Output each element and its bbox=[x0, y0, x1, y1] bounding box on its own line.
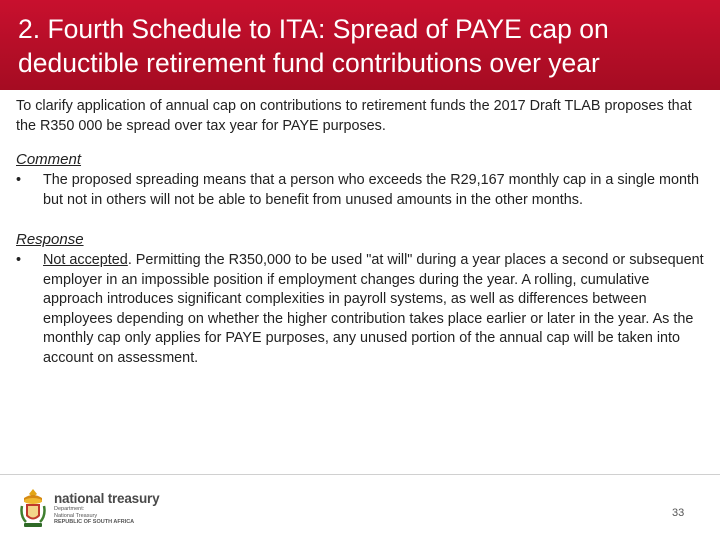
comment-section bbox=[16, 150, 706, 210]
comment-bullet bbox=[16, 171, 706, 210]
national-treasury-logo bbox=[18, 488, 159, 530]
logo-name: national treasury bbox=[54, 491, 160, 507]
logo-department: Department: bbox=[54, 506, 85, 513]
slide-content bbox=[16, 97, 706, 368]
coat-of-arms-icon bbox=[18, 488, 48, 530]
response-lead: Not accepted bbox=[43, 252, 128, 268]
response-heading: Response bbox=[16, 231, 84, 248]
response-text: . Permitting the R350,000 to be used "at will" during a year places a second or subsequent employer in an impossible position if employment changes during the year. A rolling, cumulative approach introduces significant complexities in payroll systems, as well as differences between employees depending on whether the higher contribution takes place earlier or later in the year. As the monthly cap only applies for PAYE purposes, any unused portion of the annual cap will be taken into account on assessment. bbox=[43, 252, 704, 366]
slide-title: 2. Fourth Schedule to ITA: Spread of PAYE cap on deductible retirement fund contributions over year bbox=[18, 14, 609, 78]
comment-heading: Comment bbox=[16, 151, 82, 168]
response-section bbox=[16, 230, 706, 368]
logo-text bbox=[54, 492, 159, 526]
footer-divider bbox=[0, 474, 720, 475]
bullet-icon: • bbox=[16, 172, 22, 188]
response-bullet bbox=[16, 251, 706, 368]
intro-paragraph: To clarify application of annual cap on contributions to retirement funds the 2017 Draft TLAB proposes that the R350 000 be spread over tax year for PAYE purposes. bbox=[16, 98, 692, 134]
comment-text: The proposed spreading means that a person who exceeds the R29,167 monthly cap in a single month but not in others will not be able to benefit from unused amounts in the other months. bbox=[43, 172, 699, 208]
response-body bbox=[43, 251, 706, 368]
logo-treasury: National Treasury bbox=[54, 512, 98, 519]
title-bar bbox=[0, 0, 720, 90]
page-number: 33 bbox=[672, 507, 685, 519]
bullet-icon: • bbox=[16, 252, 22, 268]
logo-republic: REPUBLIC OF SOUTH AFRICA bbox=[54, 519, 135, 526]
